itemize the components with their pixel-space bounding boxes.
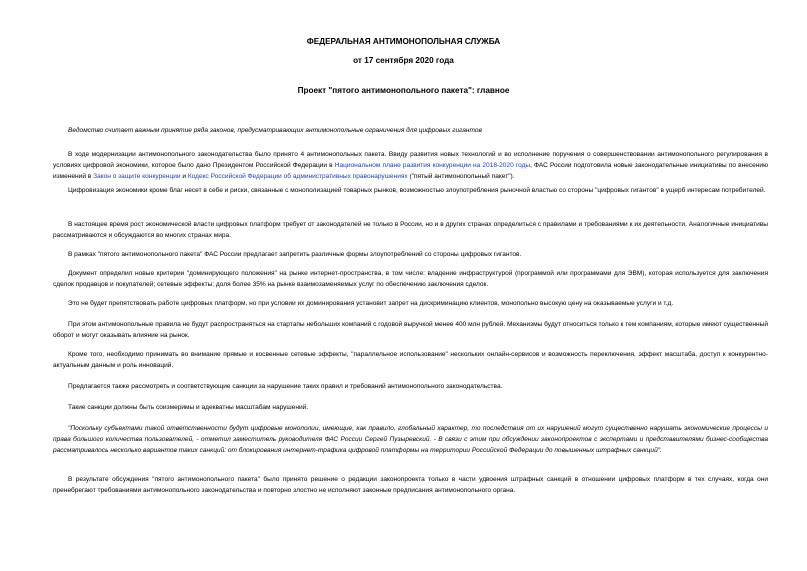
agency-heading: ФЕДЕРАЛЬНАЯ АНТИМОНОПОЛЬНАЯ СЛУЖБА	[306, 37, 501, 46]
paragraph-10: Такие санкции должны быть соизмеримы и адекватны масштабам нарушений.	[68, 404, 309, 411]
paragraph-8: Кроме того, необходимо принимать во внимание прямые и косвенные сетевые эффекты, "параллельное использование" нескольких онлайн-сервисов и возможность переключения, эффект масштаба, доступ к конкурентно-актуальным данным и роль инноваций.	[53, 351, 768, 369]
paragraph-5: Документ определил новые критерии "доминирующего положения" на рынке интернет-пространства, в том числе: владение инфраструктурой (программой или программами для ЭВМ), которая используется для заключения сделок продавцов и покупателей; сетевые эффекты; доля более 35% на рынке взаимозаменяемых услуг по обеспечению заключения сделок.	[53, 270, 768, 288]
link-competition-law[interactable]: Закон о защите конкуренции	[93, 173, 181, 180]
lead-paragraph: Ведомство считает важным принятие ряда законов, предусматривающих антимонопольные ограничения для цифровых гигантов	[68, 127, 482, 134]
paragraph-7: При этом антимонопольные правила не будут распространяться на стартапы небольших компаний с годовой выручкой менее 400 млн рублей. Механизмы будут относиться только к тем компаниям, которые имеют существенный оборот и могут оказывать влияние на рынок.	[53, 321, 768, 339]
paragraph-4: В рамках "пятого антимонопольного пакета" ФАС России предлагает запретить различные формы злоупотреблений со стороны цифровых гигантов.	[68, 251, 522, 258]
document-date: от 17 сентября 2020 года	[353, 56, 454, 65]
paragraph-1-text-c: и	[180, 173, 188, 180]
paragraph-1-text-d: ("пятый антимонопольный пакет").	[407, 173, 515, 180]
paragraph-2: Цифровизация экономики кроме благ несет в себе и риски, связанные с монополизацией товарных рынков, возможностью злоупотребления рыночной властью со стороны "цифровых гигантов" в ущерб интересам потребителей.	[68, 187, 766, 194]
paragraph-9: Предлагается также рассмотреть и соответствующие санкции за нарушение таких правил и требований антимонопольного законодательства.	[68, 383, 503, 390]
link-admin-code[interactable]: Кодекс Российской Федерации об административных правонарушениях	[187, 173, 408, 180]
paragraph-6: Это не будет препятствовать работе цифровых платформ, но при условии их доминирования установит запрет на дискриминацию клиентов, монопольно высокую цену на оказываемые услуги и т.д.	[68, 300, 674, 307]
paragraph-1-text-b: , ФАС России подготовила новые законодательные инициативы по внесению изменений в	[53, 162, 769, 180]
page-title: Проект "пятого антимонопольного пакета": главное	[297, 86, 510, 95]
paragraph-1	[53, 149, 768, 182]
quote-paragraph: "Поскольку субъектами такой ответственности будут цифровые монополии, имеющие, как правило, глобальный характер, то последствия от их нарушений могут существенно нарушать экономические процессы и права большого количества пользователей, - отметил заместитель руководителя ФАС России Сергей Пузыревский. - В связи с этим при обсуждении законопроектов с экспертами и представителями бизнес-сообщества рассматривалось несколько вариантов таких санкций: от блокирования интернет-трафика цифровой платформы на территории Российской Федерации до повышенных штрафных санкций".	[53, 425, 768, 454]
paragraph-12: В результате обсуждения "пятого антимонопольного пакета" было принято решение о редакции законопроекта только в части удвоения штрафных санкций в отношении цифровых платформ в тех случаях, когда они пренебрегают требованиями антимонопольного законодательства и повторно злостно не исполняют законные предписания антимонопольного органа.	[53, 476, 768, 494]
link-competition-plan[interactable]: Национальном плане развития конкуренции на 2018-2020 годы	[334, 162, 531, 169]
paragraph-3: В настоящее время рост экономической власти цифровых платформ требует от законодателей не только в России, но и в других странах определиться с правилами и требованиями к их деятельности. Аналогичные инициативы рассматриваются и обсуждаются во многих странах мира.	[53, 221, 768, 239]
paragraph-1-text-a: В ходе модернизации антимонопольного законодательства было принято 4 антимонопольных пакета. Ввиду развития новых технологий и во исполнение поручения о совершенствовании антимонопольного регулирования в условиях цифровой экономики, которое было дано Президентом Российской Федерации в	[53, 151, 768, 169]
